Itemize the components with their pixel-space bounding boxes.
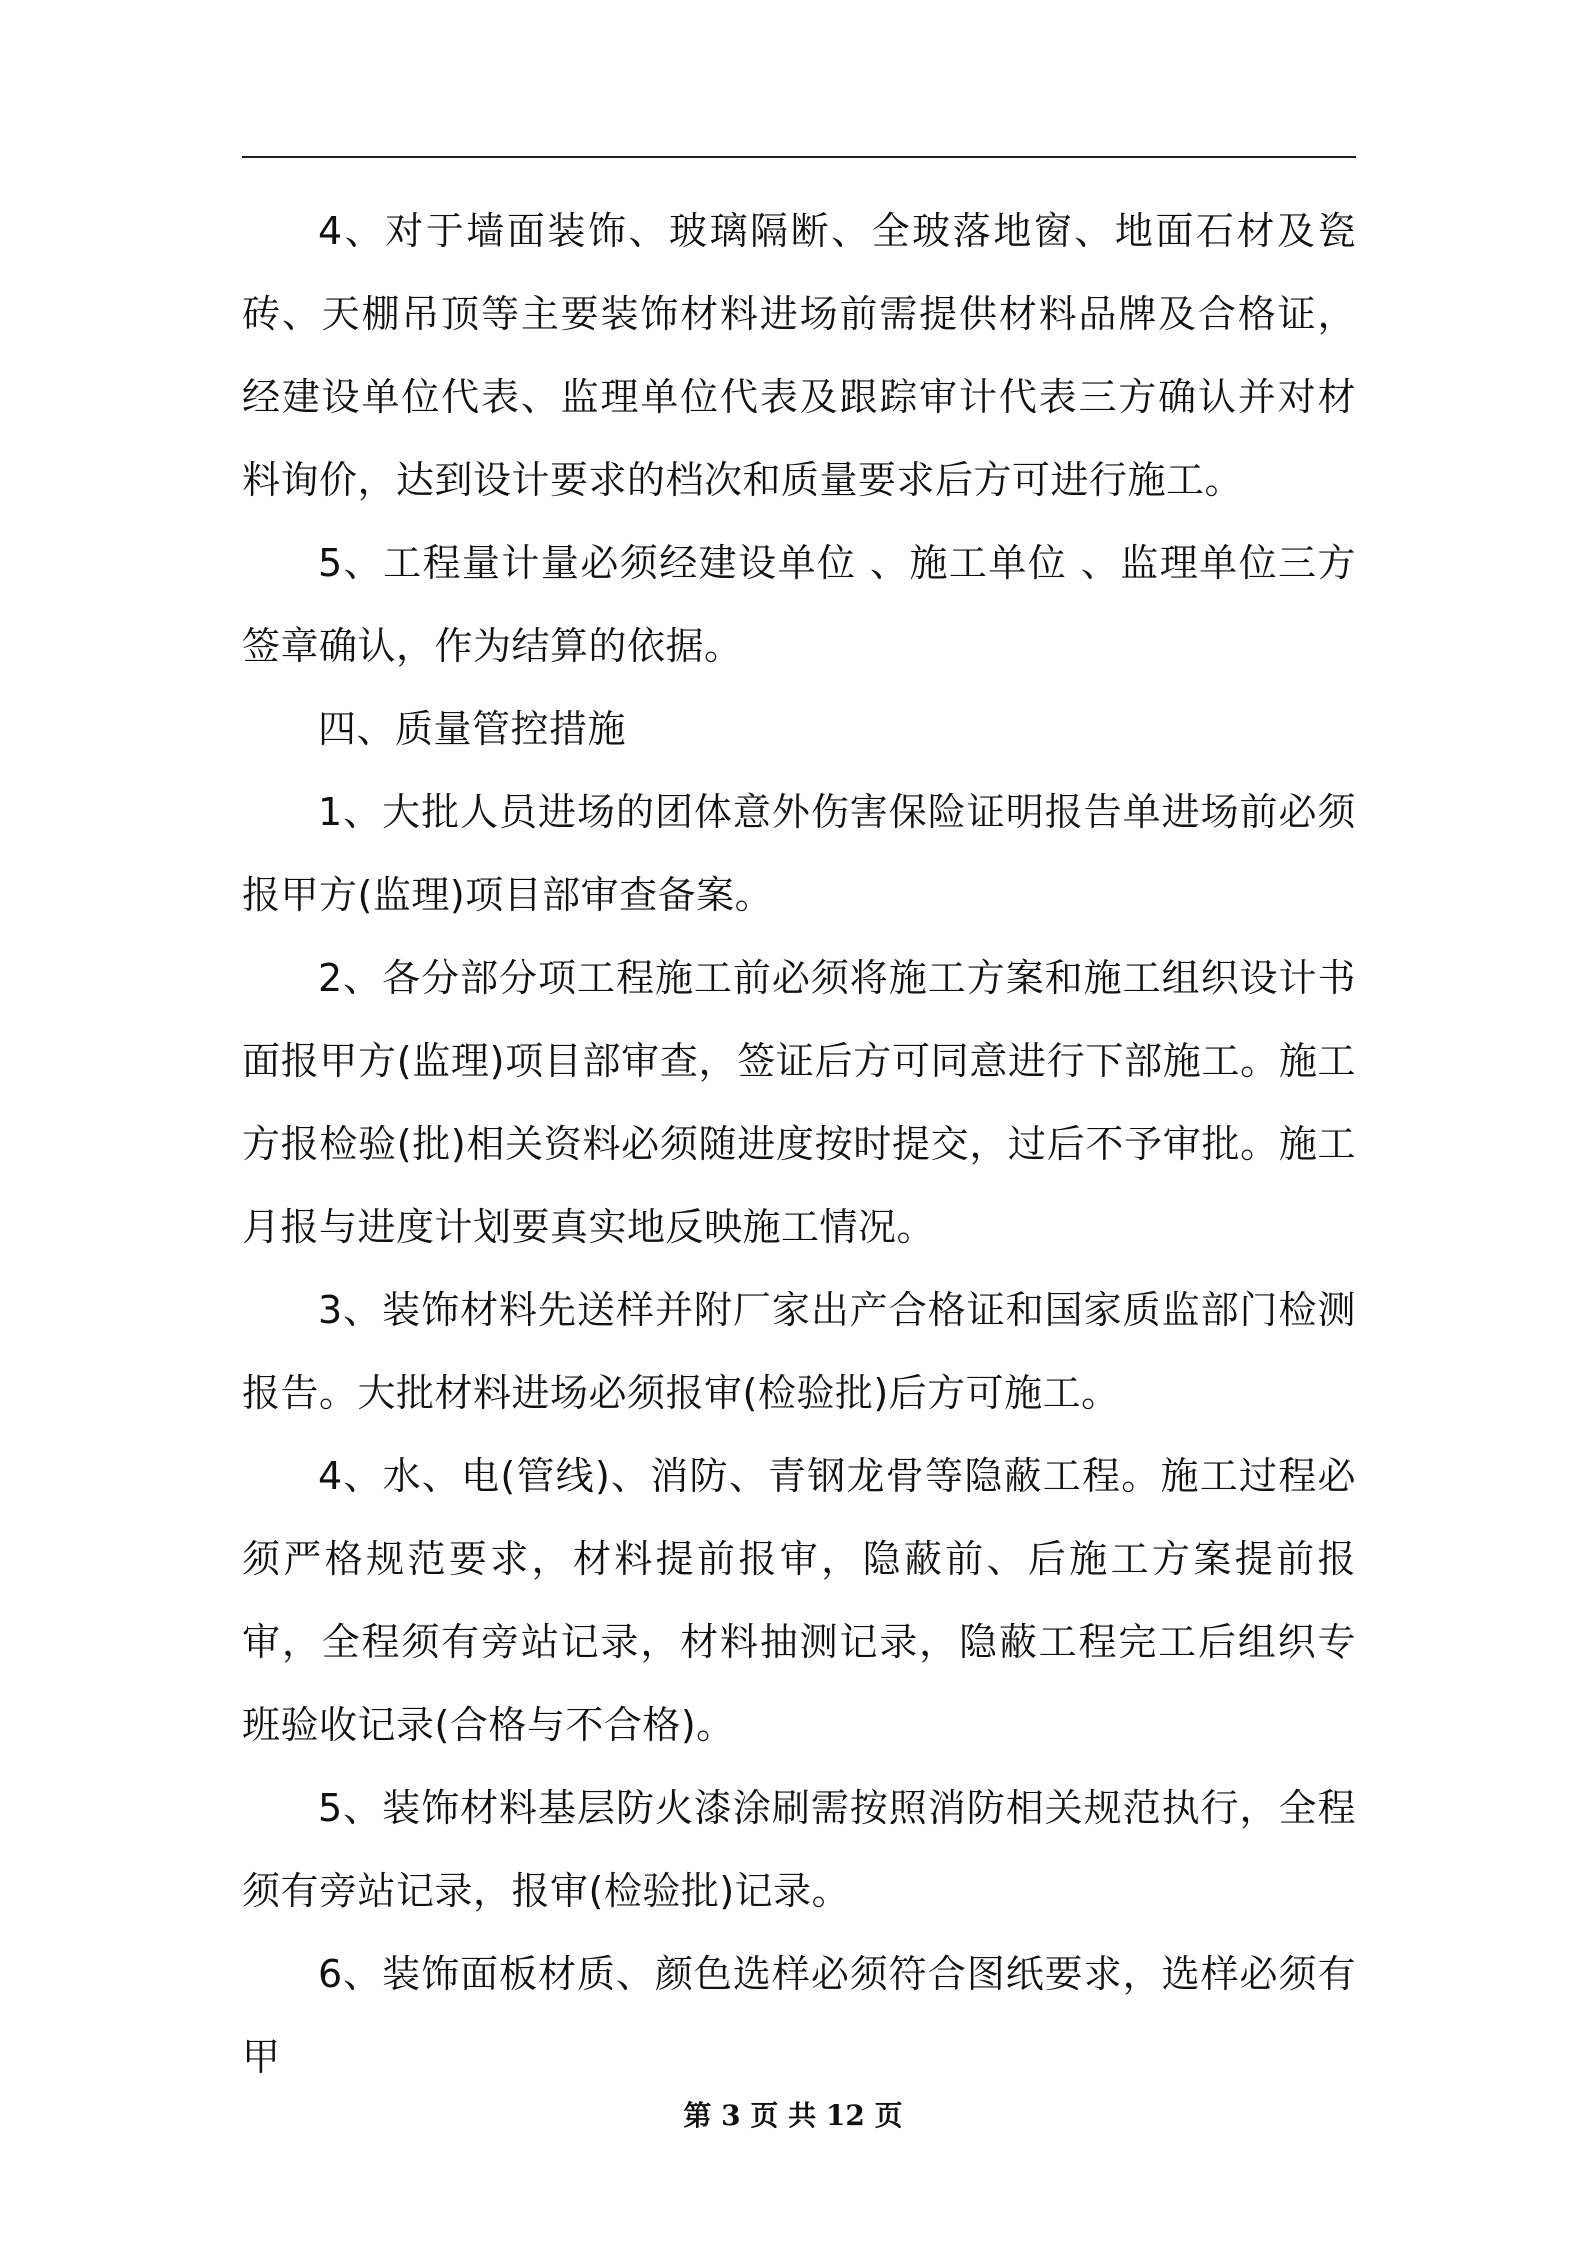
page-number-footer: 第 3 页 共 12 页 [683, 2099, 903, 2132]
paragraph-material-confirmation: 4、对于墙面装饰、玻璃隔断、全玻落地窗、地面石材及瓷砖、天棚吊顶等主要装饰材料进场前需提供材料品牌及合格证，经建设单位代表、监理单位代表及跟踪审计代表三方确认并对材料询价，达到设计要求的档次和质量要求后方可进行施工。 [242, 209, 1356, 502]
paragraph-fireproof-paint: 5、装饰材料基层防火漆涂刷需按照消防相关规范执行，全程须有旁站记录，报审(检验批)记录。 [242, 1786, 1356, 1913]
paragraph-quantity-measurement: 5、工程量计量必须经建设单位 、施工单位 、监理单位三方签章确认，作为结算的依据。 [242, 541, 1356, 668]
header-rule [242, 156, 1356, 158]
paragraph-panel-selection: 6、装饰面板材质、颜色选样必须符合图纸要求，选样必须有甲 [242, 1952, 1356, 2079]
document-body [242, 190, 1356, 2099]
paragraph-concealed-works: 4、水、电(管线)、消防、青钢龙骨等隐蔽工程。施工过程必须严格规范要求，材料提前报审，隐蔽前、后施工方案提前报审，全程须有旁站记录，材料抽测记录，隐蔽工程完工后组织专班验收记录(合格与不合格)。 [242, 1454, 1356, 1747]
paragraph-insurance-filing: 1、大批人员进场的团体意外伤害保险证明报告单进场前必须报甲方(监理)项目部审查备案。 [242, 790, 1356, 917]
paragraph-construction-plan-review: 2、各分部分项工程施工前必须将施工方案和施工组织设计书面报甲方(监理)项目部审查，签证后方可同意进行下部施工。施工方报检验(批)相关资料必须随进度按时提交，过后不予审批。施工月报与进度计划要真实地反映施工情况。 [242, 956, 1356, 1249]
paragraph-material-samples: 3、装饰材料先送样并附厂家出产合格证和国家质监部门检测报告。大批材料进场必须报审(检验批)后方可施工。 [242, 1288, 1356, 1415]
section-heading-quality-control: 四、质量管控措施 [318, 707, 627, 751]
